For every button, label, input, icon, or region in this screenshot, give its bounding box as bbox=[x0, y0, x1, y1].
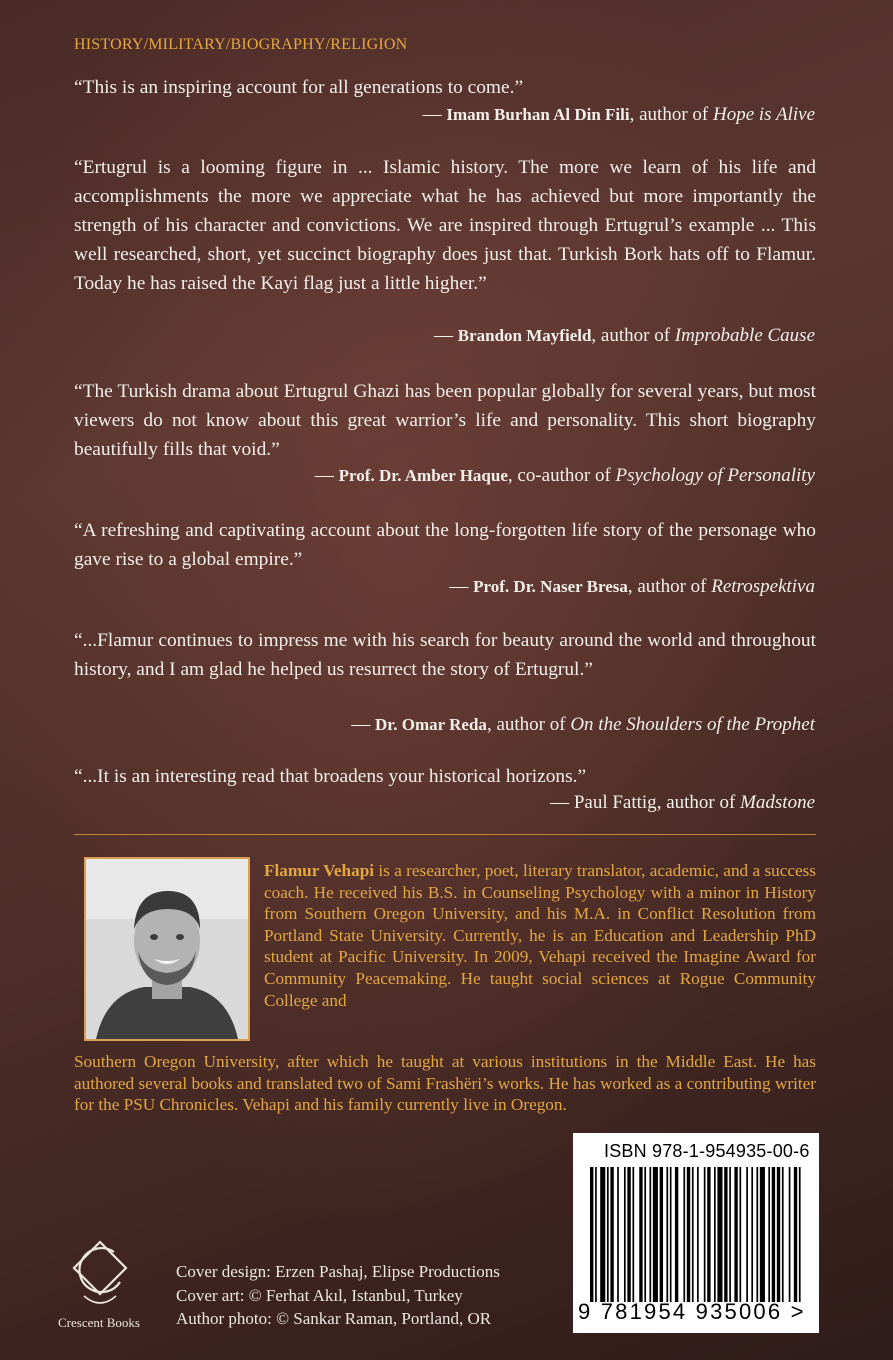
quote-text: “Ertugrul is a looming figure in ... Islamic history. The more we learn of his life and accomplishments the more we appreciate what he has achieved but more importantly the strength of his character and convictions. We are inspired through Ertugrul’s example ... This well researched, short, yet succinct biography does just that. Turkish Bork hats off to Flamur. Today he has raised the Kayi flag just a little higher.” bbox=[74, 157, 816, 294]
barcode-bar bbox=[739, 1167, 741, 1302]
attribution-role: , author of bbox=[627, 576, 712, 597]
barcode-bar bbox=[595, 1167, 597, 1302]
author-bio bbox=[264, 860, 816, 1011]
author-name: Flamur Vehapi bbox=[264, 861, 375, 880]
attribution-dash: — bbox=[550, 792, 574, 813]
barcode-bar bbox=[799, 1167, 801, 1302]
attribution-name: Prof. Dr. Amber Haque bbox=[338, 466, 508, 485]
barcode-bar bbox=[624, 1167, 626, 1302]
quote-attribution bbox=[351, 713, 815, 737]
attribution-name: Dr. Omar Reda bbox=[375, 715, 487, 734]
attribution-name: Imam Burhan Al Din Fili bbox=[446, 105, 630, 124]
barcode-bar bbox=[653, 1167, 658, 1302]
attribution-name: Brandon Mayfield bbox=[457, 326, 592, 345]
attribution-dash: — bbox=[351, 714, 376, 735]
quote-attribution bbox=[550, 791, 815, 815]
quote-attribution bbox=[434, 324, 815, 348]
quote-attribution bbox=[423, 103, 815, 127]
barcode-bar bbox=[683, 1167, 685, 1302]
divider bbox=[74, 834, 816, 835]
quote-attribution bbox=[449, 575, 815, 599]
barcode-bars bbox=[590, 1167, 804, 1302]
attribution-name: Prof. Dr. Naser Bresa bbox=[473, 577, 628, 596]
barcode-bar bbox=[746, 1167, 748, 1302]
attribution-name: Paul Fattig bbox=[573, 792, 657, 813]
attribution-work: On the Shoulders of the Prophet bbox=[570, 714, 815, 735]
barcode-bar bbox=[649, 1167, 651, 1302]
attribution-role: , author of bbox=[629, 104, 713, 125]
credit-cover-design: Cover design: Erzen Pashaj, Elipse Productions bbox=[176, 1262, 500, 1281]
quote-text: “The Turkish drama about Ertugrul Ghazi has been popular globally for several years, but most viewers do not know about this great warrior’s life and personality. This short biography beautifully fills that void.” bbox=[74, 381, 816, 460]
attribution-work: Madstone bbox=[740, 792, 815, 813]
barcode-bar bbox=[782, 1167, 784, 1302]
barcode-bar bbox=[760, 1167, 765, 1302]
barcode-bar bbox=[729, 1167, 731, 1302]
barcode-bar bbox=[610, 1167, 613, 1302]
author-photo bbox=[84, 857, 250, 1041]
barcode-bar bbox=[600, 1167, 605, 1302]
attribution-dash: — bbox=[314, 465, 339, 486]
quote-text: “...It is an interesting read that broadens your historical horizons.” bbox=[74, 766, 587, 787]
attribution-role: , author of bbox=[591, 325, 675, 346]
barcode-bar bbox=[666, 1167, 668, 1302]
barcode-bar bbox=[607, 1167, 609, 1302]
barcode-bar bbox=[687, 1167, 690, 1302]
credits bbox=[176, 1260, 500, 1331]
attribution-work: Improbable Cause bbox=[674, 325, 815, 346]
attribution-dash: — bbox=[422, 104, 447, 125]
barcode-bar bbox=[724, 1167, 727, 1302]
barcode-bar bbox=[756, 1167, 758, 1302]
barcode-bar bbox=[670, 1167, 672, 1302]
quote-text: “...Flamur continues to impress me with his search for beauty around the world and throughout history, and I am glad he helped us resurrect the story of Ertugrul.” bbox=[74, 630, 816, 680]
barcode-bar bbox=[644, 1167, 646, 1302]
attribution-work: Retrospektiva bbox=[711, 576, 815, 597]
publisher-name: Crescent Books bbox=[58, 1315, 140, 1330]
barcode-bar bbox=[777, 1167, 780, 1302]
barcode-bar bbox=[789, 1167, 791, 1302]
attribution-role: , co-author of bbox=[507, 465, 616, 486]
barcode-bar bbox=[768, 1167, 770, 1302]
quote-attribution bbox=[315, 464, 815, 488]
quote-text: “A refreshing and captivating account about the long-forgotten life story of the personage who gave rise to a global empire.” bbox=[74, 520, 816, 570]
barcode-bar bbox=[617, 1167, 619, 1302]
barcode-bar bbox=[707, 1167, 710, 1302]
credit-cover-art: Cover art: © Ferhat Akıl, Istanbul, Turkey bbox=[176, 1285, 463, 1305]
barcode-bar bbox=[704, 1167, 706, 1302]
barcode-bar bbox=[794, 1167, 797, 1302]
barcode-bar bbox=[639, 1167, 642, 1302]
author-bio-continued: Southern Oregon University, after which he taught at various institutions in the Middle East. He has authored several books and translated two of Sami Frashëri’s works. He has worked as a contributing writer for the PSU Chronicles. Vehapi and his family currently live in Oregon. bbox=[74, 1052, 816, 1115]
barcode-bar bbox=[632, 1167, 634, 1302]
attribution-work: Hope is Alive bbox=[712, 104, 815, 125]
barcode-bar bbox=[717, 1167, 722, 1302]
attribution-dash: — bbox=[449, 576, 474, 597]
attribution-role: , author of bbox=[486, 714, 571, 735]
author-bio-text: is a researcher, poet, literary translator, academic, and a success coach. He received his B.S. in Counseling Psychology with a minor in History from Southern Oregon University, and his M.A. in Conflict Resolution from Portland State University. Currently, he is an Education and Leadership PhD student at Pacific University. In 2009, Vehapi received the Imagine Award for Community Peacemaking. He taught social sciences at Rogue Community College and bbox=[264, 861, 816, 1010]
barcode-bar bbox=[734, 1167, 737, 1302]
author-portrait-icon bbox=[86, 859, 248, 1039]
attribution-role: , author of bbox=[656, 792, 741, 813]
barcode-bar bbox=[751, 1167, 753, 1302]
credit-author-photo: Author photo: © Sankar Raman, Portland, OR bbox=[176, 1309, 492, 1328]
barcode-bar bbox=[627, 1167, 630, 1302]
barcode-bar bbox=[590, 1167, 593, 1302]
barcode-bar bbox=[692, 1167, 694, 1302]
quote-text: “This is an inspiring account for all generations to come.” bbox=[74, 77, 524, 98]
barcode-bar bbox=[675, 1167, 678, 1302]
barcode-bar bbox=[660, 1167, 663, 1302]
barcode-digits: 9 781954 935006 > bbox=[578, 1299, 806, 1324]
isbn-label: ISBN 978-1-954935-00-6 bbox=[604, 1141, 810, 1161]
barcode-bar bbox=[697, 1167, 699, 1302]
barcode-bar bbox=[772, 1167, 775, 1302]
crescent-books-logo-icon bbox=[70, 1238, 130, 1314]
attribution-dash: — bbox=[434, 325, 458, 346]
barcode-bar bbox=[714, 1167, 716, 1302]
attribution-work: Psychology of Personality bbox=[615, 465, 815, 486]
category-label: HISTORY/MILITARY/BIOGRAPHY/RELIGION bbox=[74, 36, 408, 53]
